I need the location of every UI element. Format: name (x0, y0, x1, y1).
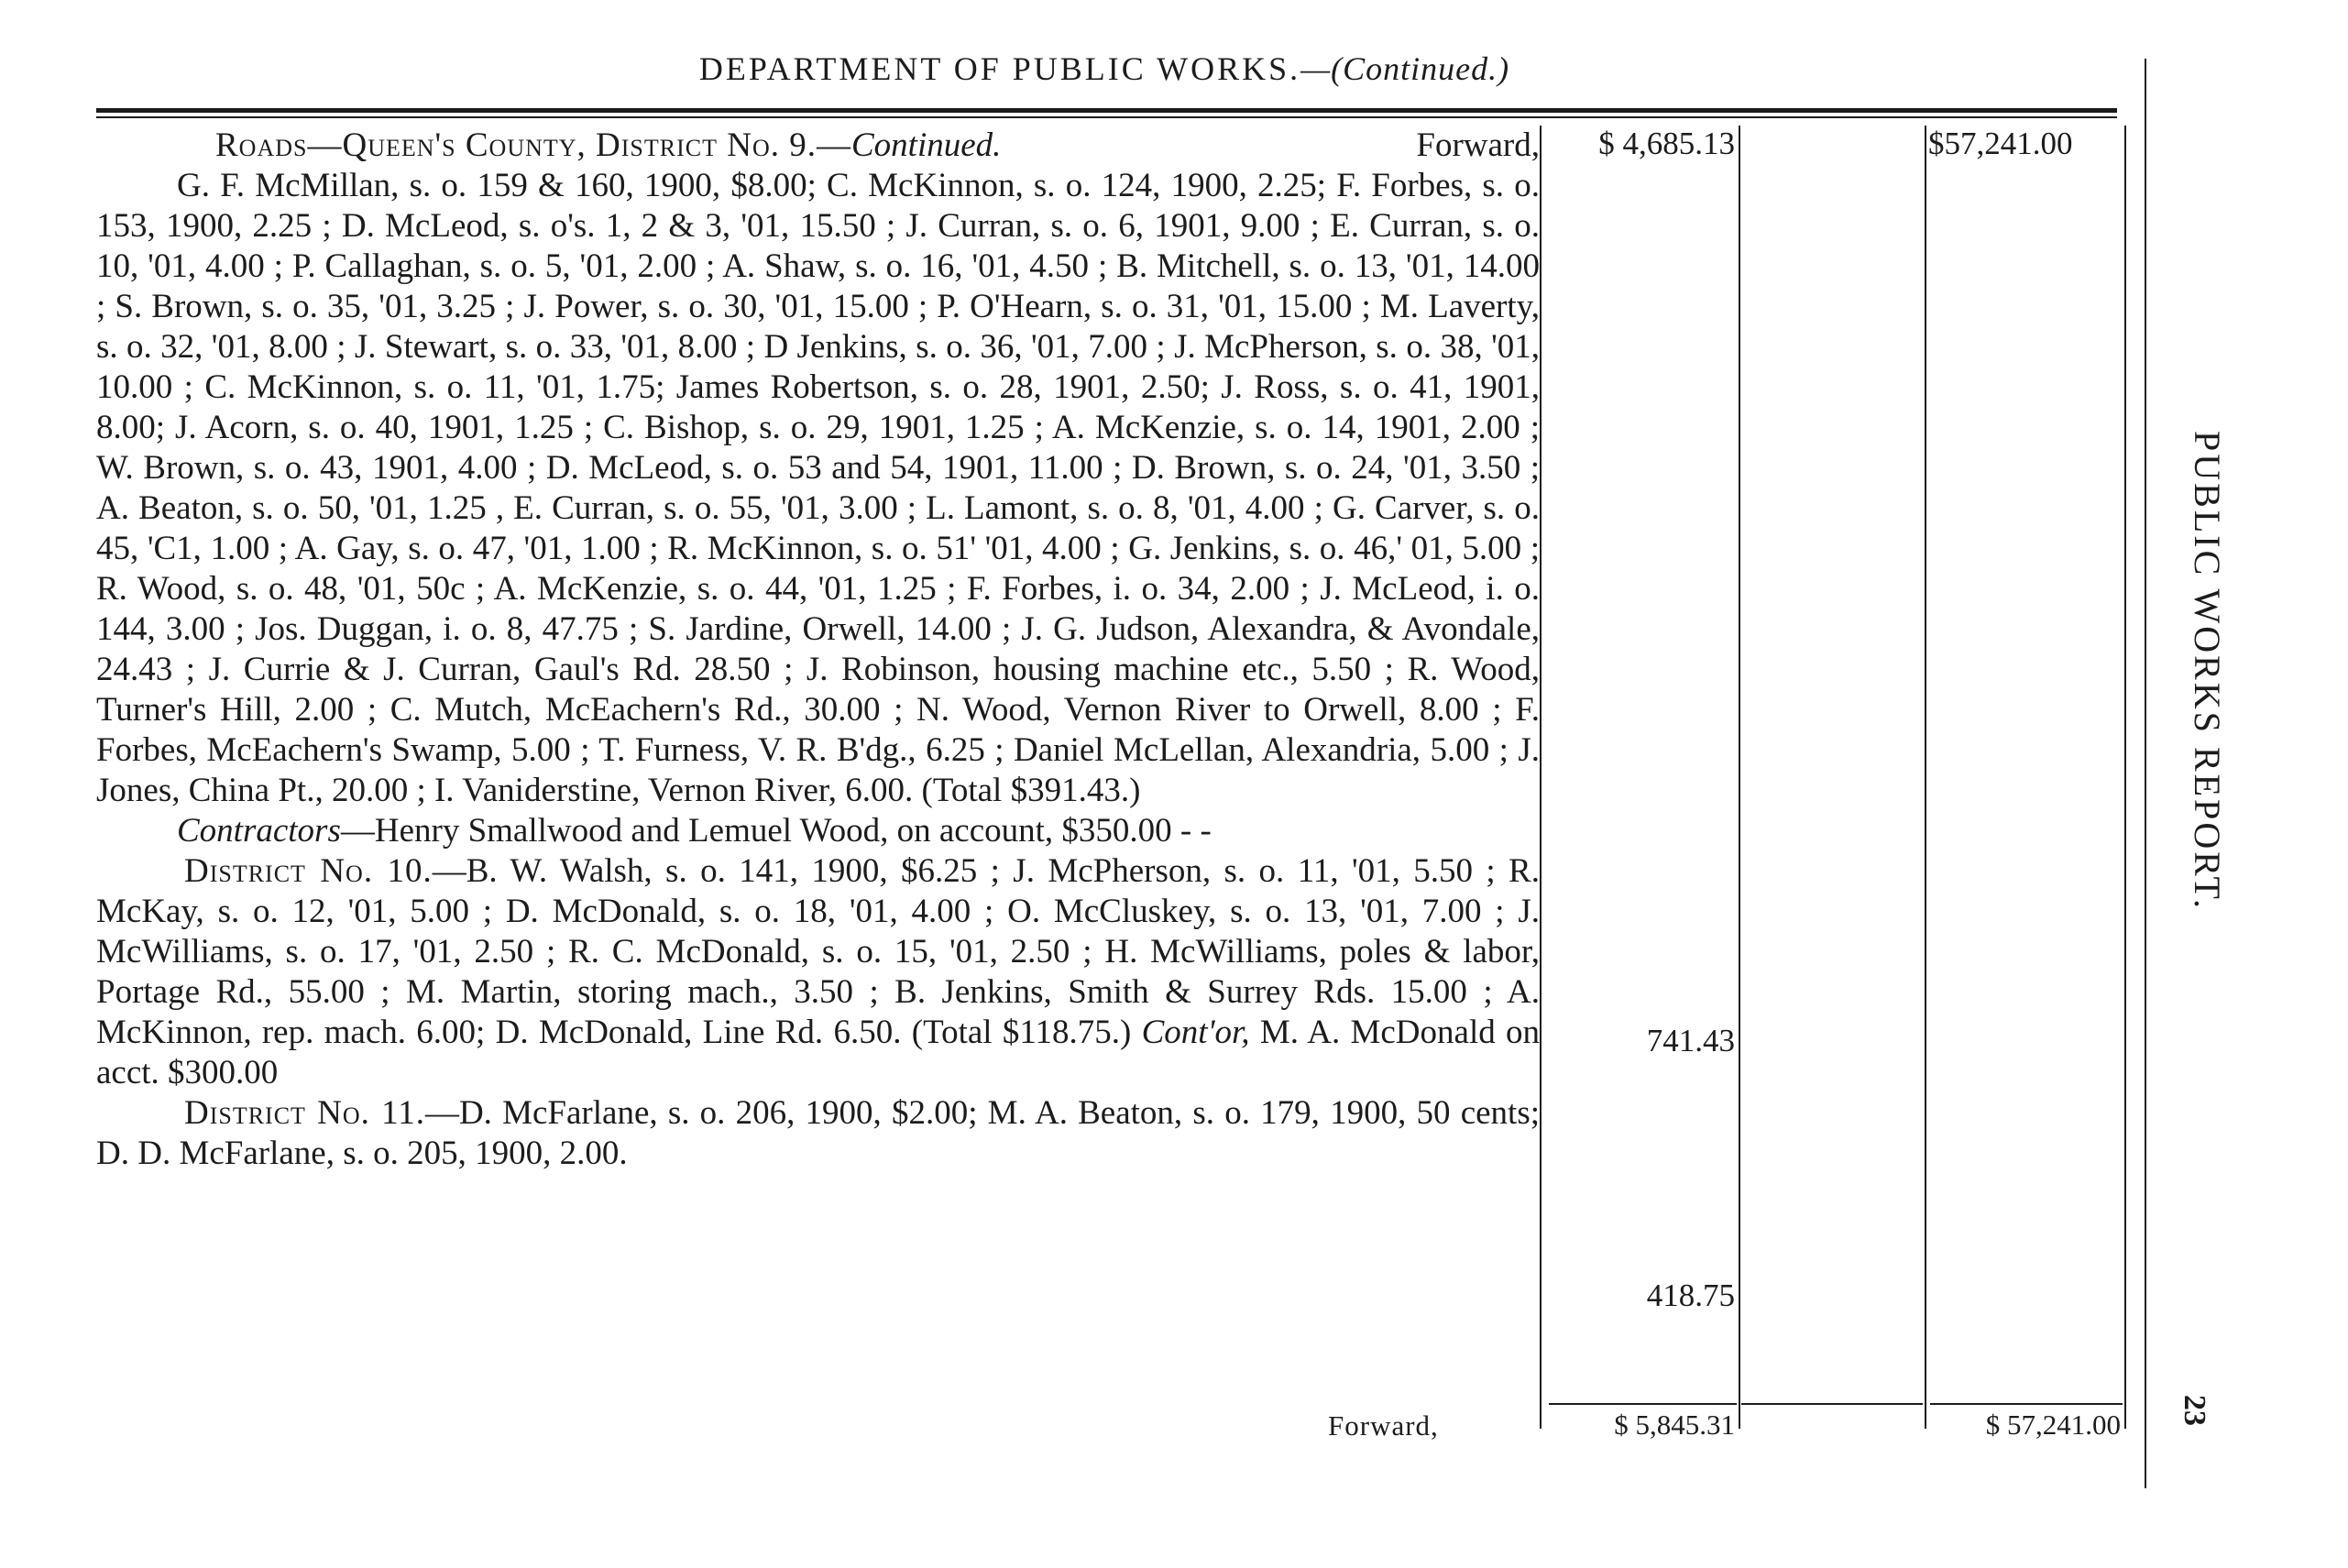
forward-amount-col1: $ 4,685.13 (1598, 126, 1735, 161)
district-9-items: G. F. McMillan, s. o. 159 & 160, 1900, $8.00; C. McKinnon, s. o. 124, 1900, 2.25; F. Forbes, s. o. 153, 1900, 2.25 ; D. McLeod, s. o's. 1, 2 & 3, '01, 15.50 ; J. Curran, s. o. 6, 1901, 9.00 ; E. Curran, s. o. 10, '01, 4.00 ; P. Callaghan, s. o. 5, '01, 2.00 ; A. Shaw, s. o. 16, '01, 4.50 ; B. Mitchell, s. o. 13, '01, 14.00 ; S. Brown, s. o. 35, '01, 3.25 ; J. Power, s. o. 30, '01, 15.00 ; P. O'Hearn, s. o. 31, '01, 15.00 ; M. Laverty, s. o. 32, '01, 8.00 ; J. Stewart, s. o. 33, '01, 8.00 ; D Jenkins, s. o. 36, '01, 7.00 ; J. McPherson, s. o. 38, '01, 10.00 ; C. McKinnon, s. o. 11, '01, 1.75; James Robertson, s. o. 28, 1901, 2.50; J. Ross, s. o. 41, 1901, 8.00; J. Acorn, s. o. 40, 1901, 1.25 ; C. Bishop, s. o. 29, 1901, 1.25 ; A. McKenzie, s. o. 14, 1901, 2.00 ; W. Brown, s. o. 43, 1901, 4.00 ; D. McLeod, s. o. 53 and 54, 1901, 11.00 ; D. Brown, s. o. 24, '01, 3.50 ; A. Beaton, s. o. 50, '01, 1.25 , E. Curran, s. o. 55, '01, 3.00 ; L. Lamont, s. o. 8, '01, 4.00 ; G. Carver, s. o. 45, 'C1, 1.00 ; A. Gay, s. o. 47, '01, 1.00 ; R. McKinnon, s. o. 51' '01, 4.00 ; G. Jenkins, s. o. 46,' 01, 5.00 ; R. Wood, s. o. 48, '01, 50c ; A. McKenzie, s. o. 44, '01, 1.25 ; F. Forbes, i. o. 34, 2.00 ; J. McLeod, i. o. 144, 3.00 ; Jos. Duggan, i. o. 8, 47.75 ; S. Jardine, Orwell, 14.00 ; J. G. Judson, Alexandra, & Avondale, 24.43 ; J. Currie & J. Curran, Gaul's Rd. 28.50 ; J. Robinson, housing machine etc., 5.50 ; R. Wood, Turner's Hill, 2.00 ; C. Mutch, McEachern's Rd., 30.00 ; N. Wood, Vernon River to Orwell, 8.00 ; F. Forbes, McEachern's Swamp, 5.00 ; T. Furness, V. R. B'dg., 6.25 ; Daniel McLellan, Alexandria, 5.00 ; J. Jones, China Pt., 20.00 ; I. Vaniderstine, Vernon River, 6.00. (Total $391.43.) (96, 167, 1540, 809)
page-edge-rule (2145, 59, 2146, 1488)
bottom-total-col1: $ 5,845.31 (1614, 1409, 1735, 1441)
forward-label-top: Forward, (1416, 126, 1540, 164)
section-heading: Roads—Queen's County, District No. 9.—Continued. (215, 126, 1002, 164)
column-rule-1 (1540, 126, 1542, 1429)
column-rule-3 (1925, 126, 1926, 1429)
district-11-paragraph: District No. 11.—D. McFarlane, s. o. 206, 1900, $2.00; M. A. Beaton, s. o. 179, 1900, 50 cents; D. D. McFarlane, s. o. 205, 1900, 2.00. (96, 1094, 1541, 1172)
header-rule-thick (96, 108, 2117, 113)
ledger-body (96, 126, 1540, 1174)
forward-amount-col3: $57,241.00 (1928, 126, 2073, 161)
header-continued: —(Continued.) (1300, 50, 1510, 87)
header-rule-thin (96, 116, 2117, 118)
column-rule-2 (1739, 126, 1740, 1429)
header-title: DEPARTMENT OF PUBLIC WORKS. (698, 50, 1301, 87)
district-10-paragraph: District No. 10.—B. W. Walsh, s. o. 141, 1900, $6.25 ; J. McPherson, s. o. 11, '01, 5.50 ; R. McKay, s. o. 12, '01, 5.00 ; D. McDonald, s. o. 18, '01, 4.00 ; O. McCluskey, s. o. 13, '01, 7.00 ; J. McWilliams, s. o. 17, '01, 2.50 ; R. C. McDonald, s. o. 15, '01, 2.50 ; H. McWilliams, poles & labor, Portage Rd., 55.00 ; M. Martin, storing mach., 3.50 ; B. Jenkins, Smith & Surrey Rds. 15.00 ; A. McKinnon, rep. mach. 6.00; D. McDonald, Line Rd. 6.50. (Total $118.75.) Cont'or, M. A. McDonald on acct. $300.00 (96, 852, 1541, 1091)
total-rule-col3 (1930, 1403, 2123, 1405)
column-rule-4 (2124, 126, 2126, 1429)
contractors-paragraph: Contractors—Henry Smallwood and Lemuel Wood, on account, $350.00 - - (177, 812, 1212, 850)
page-number: 23 (2178, 1395, 2211, 1426)
bottom-total-col3: $ 57,241.00 (1985, 1409, 2121, 1441)
section-heading-row (96, 126, 1540, 166)
forward-label-bottom: Forward, (1328, 1409, 1439, 1442)
running-side-title: PUBLIC WORKS REPORT. (2187, 431, 2228, 911)
district-9-total: 741.43 (1646, 1023, 1735, 1058)
page-header (92, 49, 2117, 88)
district-10-total: 418.75 (1646, 1277, 1735, 1313)
total-rule-col1 (1549, 1403, 1737, 1405)
total-rule-col2 (1741, 1403, 1923, 1405)
